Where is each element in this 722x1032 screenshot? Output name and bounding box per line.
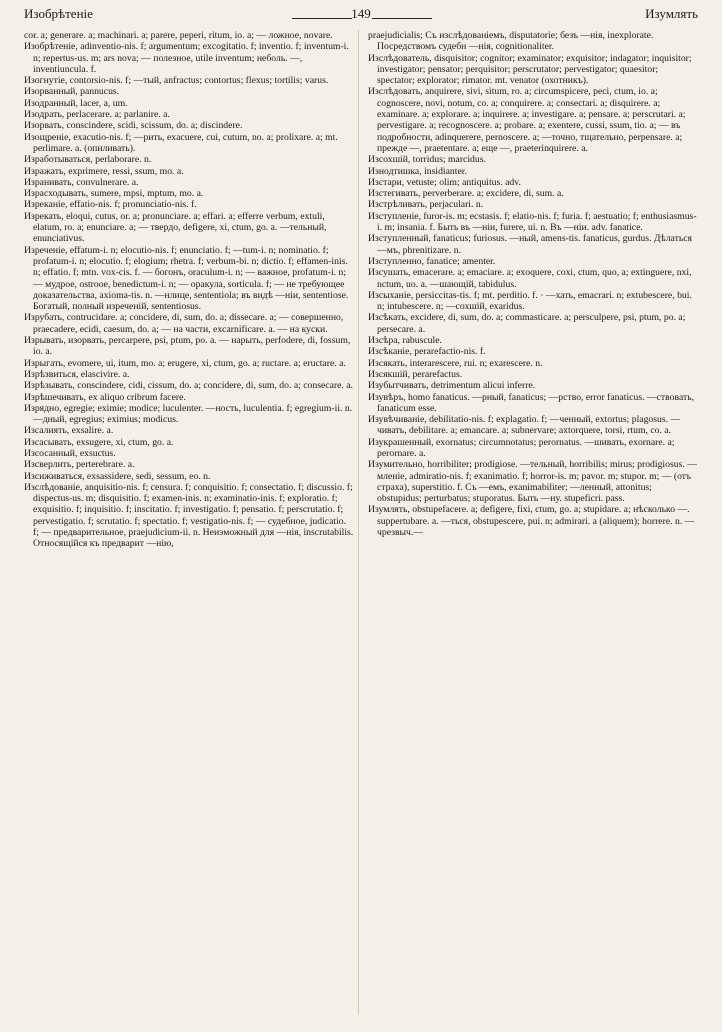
dictionary-entry: Изсверлить, perterebrare. a. <box>24 459 135 471</box>
dictionary-entry: cor. a; generare. a; machinari. a; parere, peperi, ritum, io. a; — ложное, novare. <box>24 30 333 41</box>
dictionary-entry: Изработываться, perlaborare. n. <box>24 154 152 166</box>
page-number: 149 <box>351 6 371 21</box>
page-header <box>24 6 698 28</box>
header-right-guideword: Изумлять <box>645 6 698 21</box>
dictionary-entry: Изсѣкать, excidere, di, sum, do. a; commasticare. a; persculpere, psi, ptum, po. a; persecare. a. <box>368 312 686 335</box>
dictionary-entry: Изступленіе, furor-is. m; ecstasis. f; elatio-nis. f; furia. f; aestuatio; f; enthusiasmus-i. m; insania. f. Быть въ —ніи, furere, ui. n. Въ —ніи. adv. fanatice. <box>368 210 697 234</box>
dictionary-entry: Изсасывать, exsugere, xi, ctum, go. a. <box>24 436 174 448</box>
dictionary-entry: Изрывать, изорвать, percarpere, psi, ptum, po. a. — нарыть, perfodere, di, fossum, io. a. <box>24 335 351 358</box>
dictionary-entry: Изнодтишка, insidianter. <box>368 165 467 177</box>
dictionary-entry: Изувѣръ, homo fanaticus. —рный, fanaticus; —рство, error fanaticus. —ствовать, fanaticum esse. <box>368 391 695 414</box>
header-rule-right <box>372 18 432 19</box>
dictionary-entry: Изступленный, fanaticus; furiosus. —ный, amens-tis. fanaticus, gurdus. Дѣлаться —мъ, phrenitizare. n. <box>368 233 692 256</box>
dictionary-entry: Изстари, vetuste; olim; antiquitus. adv. <box>368 176 521 188</box>
dictionary-entry: Изсиживаться, exsassidere, sedi, sessum, eo. n. <box>24 470 211 482</box>
dictionary-entry: Изрѣзывать, conscindere, cidi, cissum, do. a; concidere, di, sum, do. a; consecare. a. <box>24 380 353 392</box>
dictionary-entry: Изражать, exprimere, ressi, ssum, mo. a. <box>24 165 184 177</box>
dictionary-entry: Изсушать, emacerare. a; emaciare. a; exoquere, coxi, ctum, quo, a; extinguere, nxi, nctum, uo. a. —шающій, tabidulus. <box>368 267 692 290</box>
dictionary-entry: Изступленно, fanatice; amenter. <box>368 255 496 267</box>
dictionary-entry: Изранивать, convulnerare. a. <box>24 176 139 188</box>
dictionary-entry: Изумлять, obstupefacere. a; defigere, fixi, ctum, go. a; stupidare. a; нѣсколько —. suppertubare. a. —ться, obstupescere, pui. n; admirari. a (aliquem); horrere. n. — чрезвыч.— <box>368 504 695 539</box>
dictionary-entry: Изсосанный, exsuctus. <box>24 447 116 459</box>
header-left-guideword: Изобрѣтеніе <box>24 6 93 21</box>
dictionary-entry: Изсохшій, torridus; marcidus. <box>368 154 486 166</box>
dictionary-entry: Изувѣчиваніе, debilitatio-nis. f; explagatio. f; —ченный, extortus; plagosus. —чивать, debilitare. a; emancare. a; subnervare; axtorquere, torsi, rtum, co. a. <box>368 414 681 437</box>
dictionary-entry: Изсѣканіе, perarefactio-nis. f. <box>368 346 486 358</box>
dictionary-entry: Изрыгать, evomere, ui, itum, mo. a; erugere, xi, ctum, go. a; ructare. a; eructare. a. <box>24 357 346 369</box>
dictionary-entry: Изумительно, horribiliter; prodigiose. —тельный, horribilis; mirus; prodigiosus. —мленіе, admiratio-nis. f; exanimatio. f; horror-is. m; pavor. m; stupor. m; — (отъ страха), superstitio. f. Съ —емъ, exanimabiliter; —ленный, attonitus; obstupidus; perturbatus; stuporatus. Быть —ну. stupeficri. pass. <box>368 459 697 505</box>
right-column <box>368 30 698 1020</box>
dictionary-entry: Изодранный, lacer, a, um. <box>24 97 128 109</box>
dictionary-entry: Израсходывать, sumere, mpsi, mptum, mo. a. <box>24 188 204 200</box>
dictionary-entry: Изслѣдованіе, anquisitio-nis. f; censura. f; conquisitio. f; consectatio. f; discussio. f; dispectus-us. m; disquisitio. f; examen-inis. n; examinatio-inis. f; exploratio. f; exquisitio. f; inquisitio. f; inscitatio. f; investigatio. f; pensatio. f; perscrutatio. f; pervestigatio. f; scrutatio. f; spectatio. f; vestigatio-nis. f; — судебное, judicatio. f; — предварительное, praejudicium-ii. n. Неиэможный для —нія, inscrutabilis. Относящійся къ предварит —нію, <box>24 481 354 550</box>
dictionary-entry: Изстегивать, perverberare. a; excidere, di, sum. a. <box>368 188 564 200</box>
dictionary-entry: Изрекать, eloqui, cutus, or. a; pronunciare. a; effari. a; efferre verbum, extuli, elatum, ro. a; enunciare. a; — твердо, defigere, xi, ctum, go. a. —тельный, enunciativus. <box>24 210 327 245</box>
dictionary-entry: Изслѣдовать, anquirere, sivi, situm, ro. a; circumspicere, peci, ctum, io. a; cognoscere, novi, notum, co. a; conquirere. a; consectari. a; disquirere. a; examinare. a; explorare. a; inquirere. a; investigare. a; pensare. a; perscrutari. a; pervestigare. a; recognoscere. a; probare. a; exentere, cussi, ssum, tio. a; — въ подробности, adinquerere, pernoscere. a; —точно, тщательно, perpensare. a; прежде —, praetentare. a; еще —, praeterinquirere. a. <box>368 86 686 154</box>
dictionary-entry: Изреканіе, effatio-nis. f; pronunciatio-nis. f. <box>24 199 197 211</box>
dictionary-entry: Изобрѣтеніе, adinventio-nis. f; argumentum; excogitatio. f; inventio. f; inventum-i. n; repertus-us. m; ars nova; — полезное, utile inventum; неболь. —, inventiuncula. f. <box>24 41 349 75</box>
dictionary-entry: praejudicialis; Съ изслѣдованіемъ, disputatorie; безъ —нія, inexplorate. Посредствомъ судебн —нія, cognitionaliter. <box>368 30 654 53</box>
column-divider <box>358 30 359 1015</box>
dictionary-entry: Изощреніе, exacutio-nis. f; —рить, exacuere, cui, cutum, no. a; prolixare. a; mt. perlimare. a. (опиливать). <box>24 131 338 154</box>
dictionary-entry: Изорвать, conscindere, scidi, scissum, do. a; discindere. <box>24 120 243 132</box>
dictionary-entry: Изрядно, egregie; eximie; modice; luculenter. —ность, luculentia. f; egregium-ii. n. —дный, egregius; eximius; modicus. <box>24 402 353 426</box>
dictionary-entry: Изрубать, contrucidare. a; concidere, di, sum, do. a; dissecare. a; — совершенно, praecadere, ecidi, caesum, do. a; — на части, excarnificare. a. — на куски. <box>24 312 344 335</box>
dictionary-entry: Изорванный, pannucus. <box>24 86 120 98</box>
dictionary-entry: Изстрѣливать, perjaculari. n. <box>368 199 484 211</box>
dictionary-entry: Изукрашенный, exornatus; circumnotatus; perornatus. —шивать, exornare. a; perornare. a. <box>368 436 675 459</box>
dictionary-entry: Изсалиять, exsalire. a. <box>24 425 114 437</box>
dictionary-entry: Изсыханіе, persiccitas-tis. f; mt. perditio. f. · —хать, emacrari. n; extubescere, bui. n; intubescere. n; —сохшій, exaridus. <box>368 289 692 313</box>
dictionary-entry: Изрѣшечивать, ex aliquo cribrum facere. <box>24 391 186 403</box>
dictionary-entry: Изсѣра, rabuscule. <box>368 335 442 347</box>
dictionary-entry: Изодрать, perlacerare. a; parlanire. a. <box>24 109 170 121</box>
dictionary-entry: Изогнутіе, contorsio-nis. f; —тый, anfractus; contortus; flexus; tortilis; varus. <box>24 75 329 87</box>
dictionary-entry: Изреченіе, effatum-i. n; elocutio-nis. f; enunciatio. f; —tum-i. n; nominatio. f; profatum-i. n; elocutio. f; elogium; rhetra. f; verbum-bi. n; dictio. f; effamen-inis. n; effatio. f; mtn. vox-cis. f. — богонъ, oraculum-i. n; — важное, profatum-i. n; — мудрое, ostrooe, benedictum-i. n; — оракула, sorticula. f; — не требующее доказательства, axioma-tis. n. —нлице, sententiola; въ видѣ —ніи, sententiose. Богатый, полный изреченій, sententiosus. <box>24 244 349 313</box>
dictionary-entry: Изсякшій, perarefactus. <box>368 368 463 380</box>
left-column <box>24 30 354 1020</box>
dictionary-entry: Изрѣзвиться, elascivire. a. <box>24 368 130 380</box>
dictionary-entry: Изубытчивать, detrimentum alicui inferre. <box>368 380 536 392</box>
dictionary-entry: Изсякать, interarescere, rui. n; exarescere. n. <box>368 357 543 369</box>
dictionary-entry: Изслѣдователь, disquisitor; cognitor; examinator; exquisitor; indagator; inquisitor; investigator; pensator; perquisitor; perscrutator; pervestigator; quaesitor; spectator; explorator; rimator. mt. venator (охотникъ). <box>368 52 692 87</box>
